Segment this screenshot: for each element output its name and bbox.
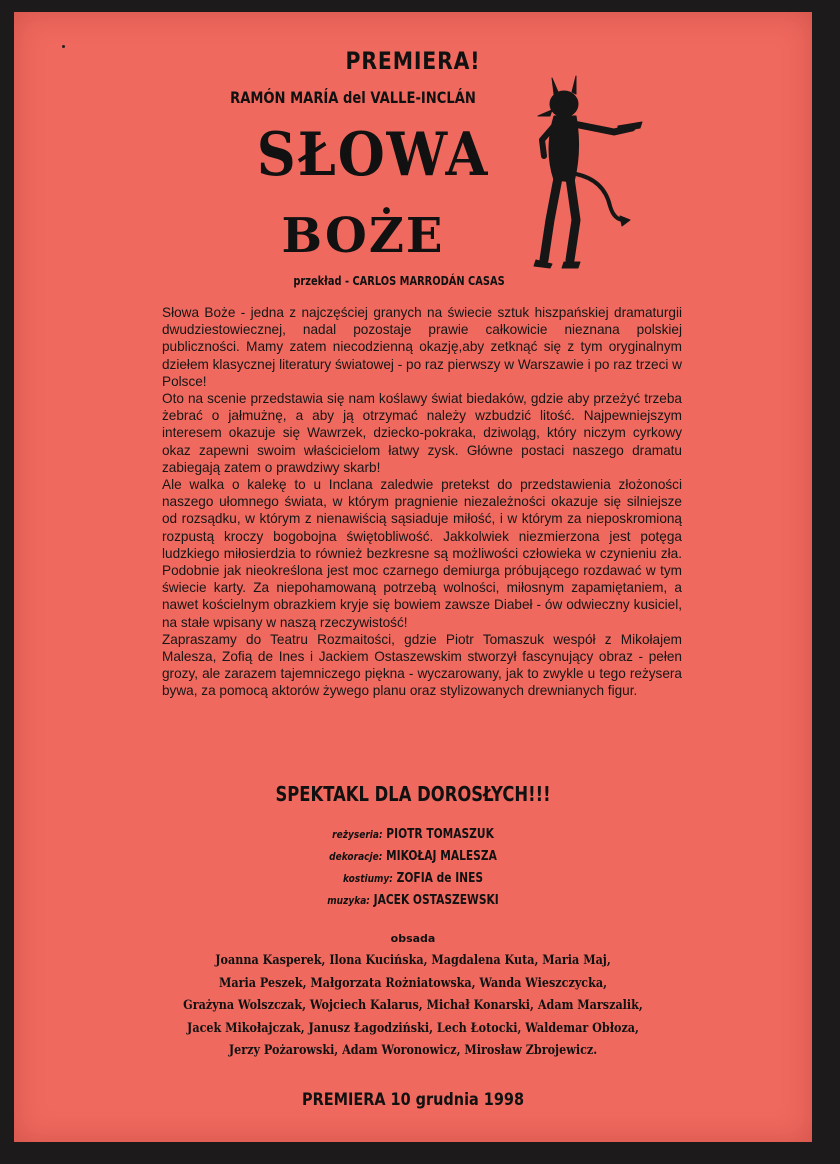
- premiere-heading: PREMIERA!: [345, 47, 481, 75]
- credit-sets: [86, 846, 740, 868]
- credit-name: PIOTR TOMASZUK: [386, 827, 494, 842]
- cast-line: Grażyna Wolszczak, Wojciech Kalarus, Michał Konarski, Adam Marszalik,: [183, 998, 643, 1013]
- translator-credit: przekład - CARLOS MARRODÁN CASAS: [293, 274, 505, 288]
- credit-name: ZOFIA de INES: [396, 871, 484, 886]
- cast-heading: obsada: [390, 932, 436, 945]
- paragraph: Słowa Boże - jedna z najczęściej granych na świecie sztuk hiszpańskiej dramaturgii dwudziestowiecznej, nadal pozostaje prawie całkowicie nieznana polskiej publiczności. Mamy zatem niecodzienną okazję,aby zetknąć się z tym oryginalnym dziełem klasycznej literatury światowej - po raz pierwszy w Warszawie i po raz trzeci w Polsce!: [162, 305, 682, 389]
- title-line-1: SŁOWA: [256, 120, 490, 190]
- credit-costumes: [86, 868, 740, 890]
- paragraph: Zapraszamy do Teatru Rozmaitości, gdzie Piotr Tomaszuk wespół z Mikołajem Malesza, Zofią de Ines i Jackiem Ostaszewskim stworzył fascynujący obraz - pełen grozy, ale zarazem tajemniczego piękna - wyczarowany, jak to zwykle u tego reżysera bywa, za pomocą aktorów żywego planu oraz stylizowanych drewnianych figur.: [162, 631, 682, 699]
- credit-name: JACEK OSTASZEWSKI: [373, 893, 499, 908]
- speck: [62, 45, 65, 48]
- credits-list: [14, 824, 812, 912]
- cast-line: Joanna Kasperek, Ilona Kucińska, Magdalena Kuta, Maria Maj,: [215, 953, 611, 968]
- cast-line: Jerzy Pożarowski, Adam Woronowicz, Mirosław Zbrojewicz.: [228, 1043, 598, 1058]
- cast-line: Maria Peszek, Małgorzata Rożniatowska, Wanda Wieszczycka,: [218, 975, 608, 991]
- devil-illustration: [514, 70, 654, 270]
- credit-name: MIKOŁAJ MALESZA: [386, 849, 497, 864]
- poster-sheet: [14, 12, 812, 1142]
- paragraph: Ale walka o kalekę to u Inclana zaledwie pretekst do przedstawienia złożoności naszego ułomnego świata, w którym pragnienie niezależności okazuje się silniejsze od rozsądku, w którym z nienawiścią sąsiaduje miłość, i w którym za nieposkromioną rozpustą kroczy bogobojna świętobliwość. Jakkolwiek niezmierzona jest potęga ludzkiego miłosierdzia to również bezkresne są możliwości człowieka w czynieniu zła. Podobnie jak nieokreślona jest moc czarnego demiurga próbującego rozdawać w tym świecie karty. Za niepohamowaną potrzebą wolności, miłosnym zapamiętaniem, a nawet kościelnym obrazkiem kryje się bowiem zawsze Diabeł - ów odwieczny kusiciel, na stałe wpisany w naszą rzeczywistość!: [162, 477, 682, 630]
- credit-music: [86, 890, 740, 912]
- credit-role: dekoracje:: [329, 850, 383, 863]
- credit-role: muzyka:: [327, 894, 370, 907]
- title-line-2: BOŻE: [281, 208, 445, 264]
- description-text: [162, 304, 682, 700]
- credit-role: reżyseria:: [332, 828, 383, 841]
- adults-only-notice: SPEKTAKL DLA DOROSŁYCH!!!: [275, 782, 551, 806]
- cast-list: [14, 950, 812, 1063]
- author-name: RAMÓN MARÍA del VALLE-INCLÁN: [230, 88, 476, 107]
- credit-role: kostiumy:: [342, 872, 393, 885]
- cast-line: Jacek Mikołajczak, Janusz Łagodziński, Lech Łotocki, Waldemar Obłoza,: [187, 1020, 639, 1036]
- credit-director: [86, 824, 740, 846]
- premiere-date: PREMIERA 10 grudnia 1998: [301, 1090, 525, 1110]
- paragraph: Oto na scenie przedstawia się nam koślawy świat biedaków, gdzie aby przeżyć trzeba żebrać o jałmużnę, a aby ją otrzymać należy wzbudzić litość. Najpewniejszym interesem okazuje się Wawrzek, dziecko-pokraka, dziwoląg, który niczym cyrkowy okaz zapewni swoim właścicielom łatwy zysk. Główne postaci naszego dramatu zabiegają zatem o prawdziwy skarb!: [162, 391, 682, 475]
